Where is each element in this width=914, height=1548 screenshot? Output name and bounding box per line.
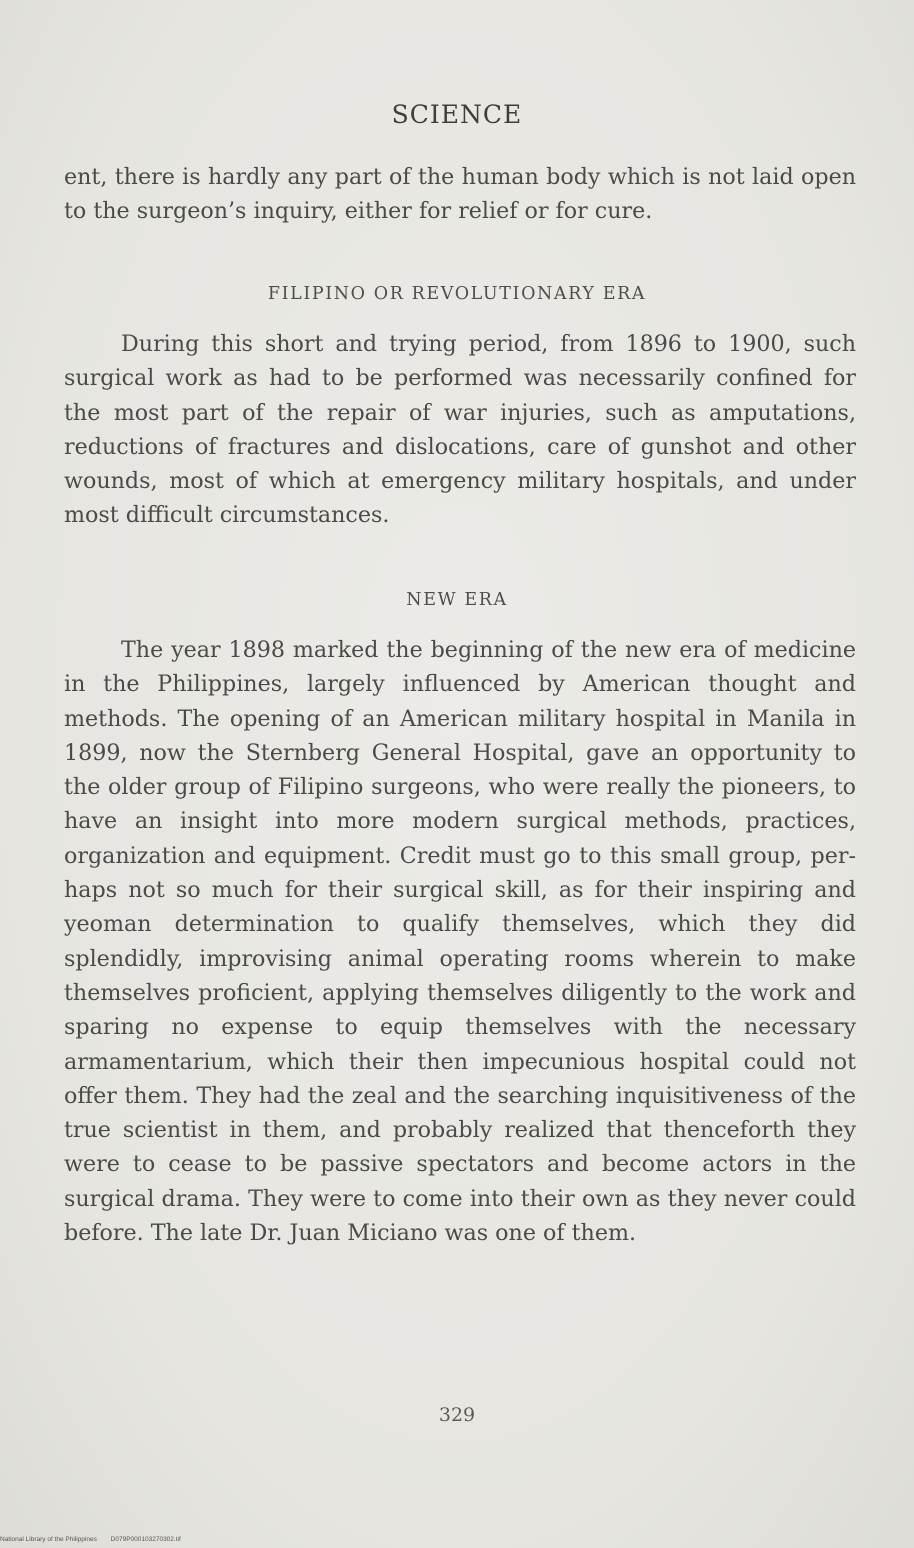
paragraph-revolutionary-era: During this short and trying period, from 1896 to 1900, such surgical work as had to be performed was necessarily confined for the most part of the repair of war injuries, such as amputations, reductions of fractures and dislocations, care of gunshot and other wounds, most of which at emergency military hospitals, and under most difficult circumstances. <box>64 331 856 529</box>
paragraph-new-era: The year 1898 marked the beginning of the new era of medicine in the Philippines, largely influenced by American thought and methods. The opening of an American military hospital in Manila in 1899, now the Sternberg General Hospital, gave an opportunity to the older group of Filipino surgeons, who were really the pioneers, to have an insight into more modern surgical methods, practices, organization and equipment. Credit must go to this small group, perhaps not so much for their surgical skill, as for their inspiring and yeoman determination to qualify themselves, which they did splendidly, improvising animal operating rooms wherein to make themselves proficient, applying themselves diligently to the work and sparing no expense to equip themselves with the necessary armamentarium, which their then impecunious hospital could not offer them. They had the zeal and the searching inquisitiveness of the true scientist in them, and probably realized that thenceforth they were to cease to be passive spectators and become actors in the surgical drama. They were to come into their own as they never could before. The late Dr. Juan Miciano was one of them. <box>64 637 856 1247</box>
page-number: 329 <box>438 1404 476 1426</box>
footer-identifier: D079P000103270302.tif <box>110 1536 181 1543</box>
footer-library: National Library of the Philippines <box>0 1536 97 1543</box>
continuation-paragraph: ent, there is hardly any part of the human body which is not laid open to the surgeon’s inquiry, either for relief or for cure. <box>64 164 856 225</box>
section-new-era-body <box>64 633 856 1250</box>
section-heading-new-era: NEW ERA <box>406 590 508 610</box>
section-heading-revolutionary-era: FILIPINO OR REVOLUTIONARY ERA <box>267 284 647 304</box>
continuation-paragraph-block <box>64 160 856 229</box>
section-revolutionary-era-body <box>64 327 856 533</box>
running-head: SCIENCE <box>391 100 523 129</box>
scan-footer <box>0 1536 193 1543</box>
